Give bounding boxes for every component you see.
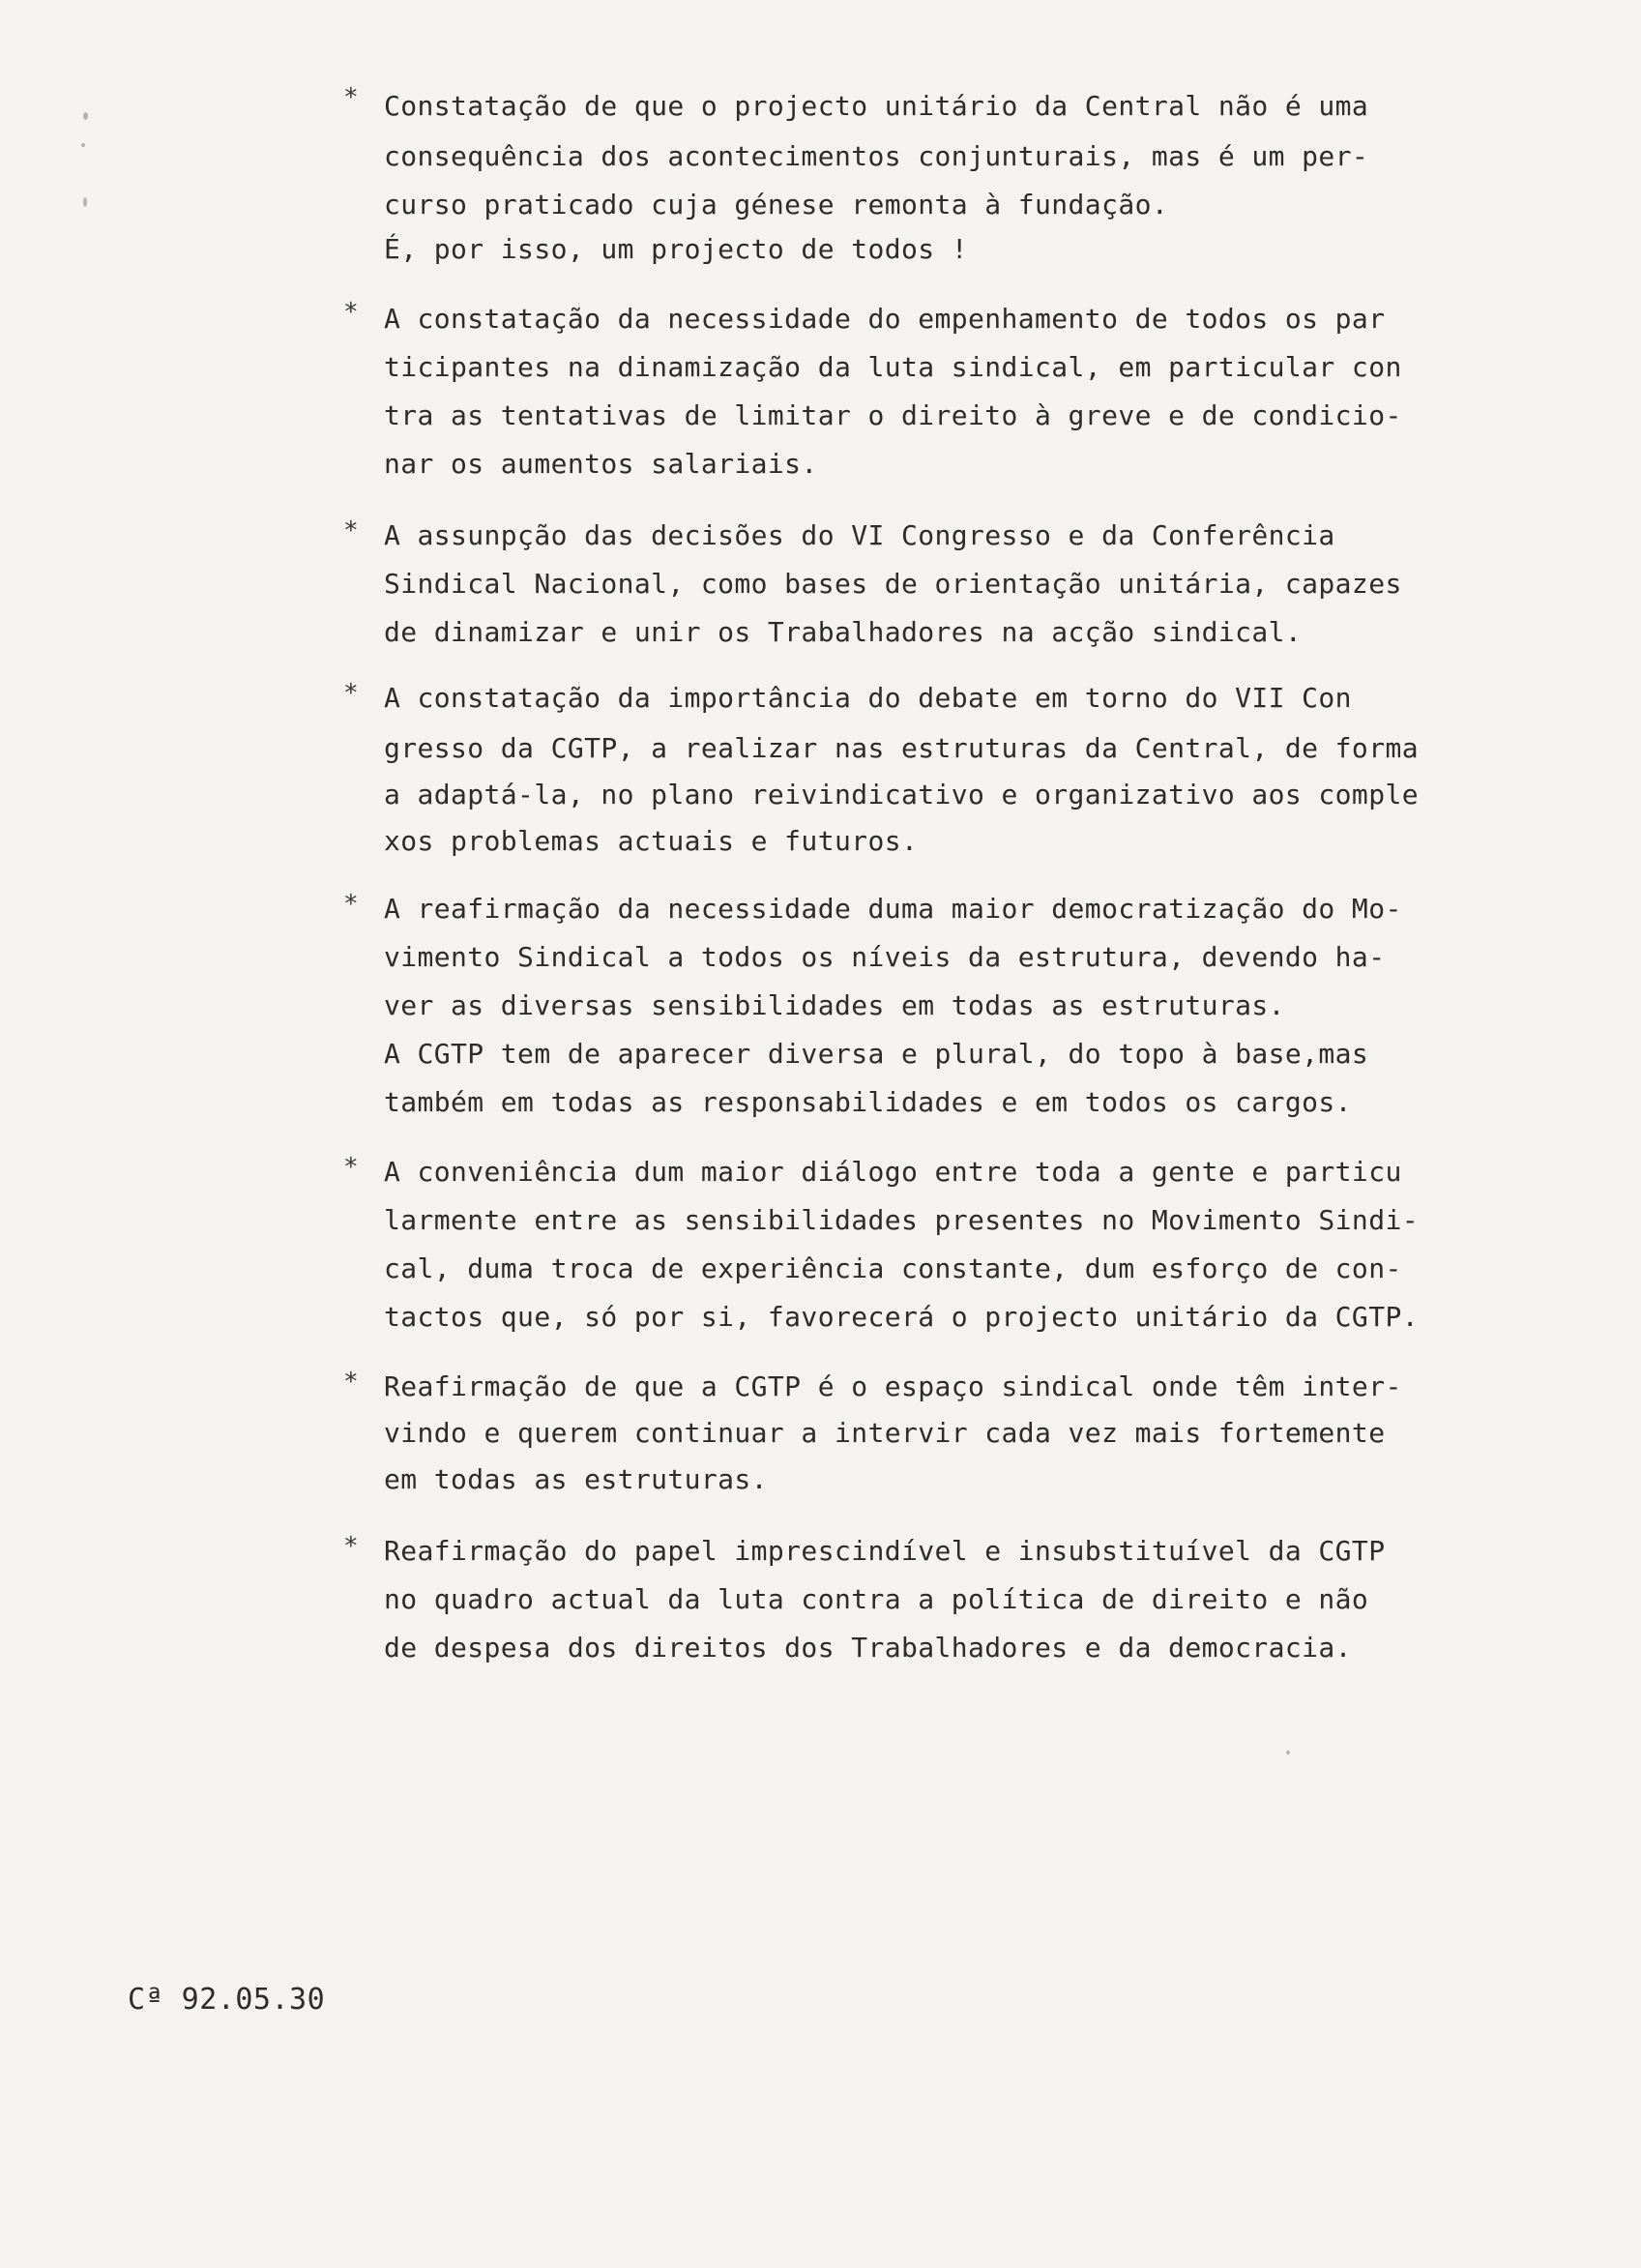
text-line: consequência dos acontecimentos conjunturais, mas é um per- xyxy=(384,140,1369,172)
text-line: Constatação de que o projecto unitário da Central não é uma xyxy=(384,90,1369,122)
scan-mark xyxy=(1286,1751,1290,1754)
text-line: A assunpção das decisões do VI Congresso e da Conferência xyxy=(384,519,1335,551)
scan-mark xyxy=(81,143,85,147)
text-line: A constatação da necessidade do empenhamento de todos os par xyxy=(384,303,1386,335)
text-line: a adaptá-la, no plano reivindicativo e organizativo aos comple xyxy=(384,779,1419,810)
text-line: É, por isso, um projecto de todos ! xyxy=(384,233,969,265)
bullet-asterisk: * xyxy=(343,679,359,708)
bullet-asterisk: * xyxy=(343,83,359,112)
text-line: tra as tentativas de limitar o direito à greve e de condicio- xyxy=(384,399,1402,431)
scan-mark xyxy=(83,197,87,207)
text-line: A constatação da importância do debate em torno do VII Con xyxy=(384,682,1352,714)
text-line: cal, duma troca de experiência constante, dum esforço de con- xyxy=(384,1252,1402,1284)
text-line: xos problemas actuais e futuros. xyxy=(384,825,919,857)
text-line: Reafirmação de que a CGTP é o espaço sindical onde têm inter- xyxy=(384,1370,1402,1402)
text-line: vindo e querem continuar a intervir cada vez mais fortemente xyxy=(384,1417,1386,1449)
text-line: em todas as estruturas. xyxy=(384,1463,768,1495)
text-line: A reafirmação da necessidade duma maior democratização do Mo- xyxy=(384,893,1402,925)
bullet-asterisk: * xyxy=(343,298,359,327)
text-line: de despesa dos direitos dos Trabalhadores e da democracia. xyxy=(384,1632,1352,1664)
text-line: de dinamizar e unir os Trabalhadores na acção sindical. xyxy=(384,616,1303,648)
text-line: ticipantes na dinamização da luta sindical, em particular con xyxy=(384,351,1402,383)
bullet-asterisk: * xyxy=(343,1153,359,1182)
text-line: ver as diversas sensibilidades em todas as estruturas. xyxy=(384,989,1285,1021)
text-line: Reafirmação do papel imprescindível e insubstituível da CGTP xyxy=(384,1535,1386,1567)
text-line: nar os aumentos salariais. xyxy=(384,448,818,480)
bullet-asterisk: * xyxy=(343,1368,359,1397)
text-line: tactos que, só por si, favorecerá o projecto unitário da CGTP. xyxy=(384,1301,1419,1333)
text-line: curso praticado cuja génese remonta à fundação. xyxy=(384,189,1169,221)
bullet-asterisk: * xyxy=(343,1532,359,1561)
text-line: Sindical Nacional, como bases de orientação unitária, capazes xyxy=(384,568,1402,600)
text-line: gresso da CGTP, a realizar nas estruturas da Central, de forma xyxy=(384,732,1419,764)
document-reference: Cª 92.05.30 xyxy=(128,1983,326,2017)
text-line: também em todas as responsabilidades e em todos os cargos. xyxy=(384,1086,1352,1118)
text-line: A conveniência dum maior diálogo entre toda a gente e particu xyxy=(384,1156,1402,1188)
text-line: vimento Sindical a todos os níveis da estrutura, devendo ha- xyxy=(384,941,1386,973)
text-line: larmente entre as sensibilidades presentes no Movimento Sindi- xyxy=(384,1204,1419,1236)
bullet-asterisk: * xyxy=(343,516,359,545)
bullet-asterisk: * xyxy=(343,890,359,919)
text-line: A CGTP tem de aparecer diversa e plural, do topo à base,mas xyxy=(384,1038,1369,1070)
text-line: no quadro actual da luta contra a política de direito e não xyxy=(384,1583,1369,1615)
scan-mark xyxy=(83,112,88,120)
